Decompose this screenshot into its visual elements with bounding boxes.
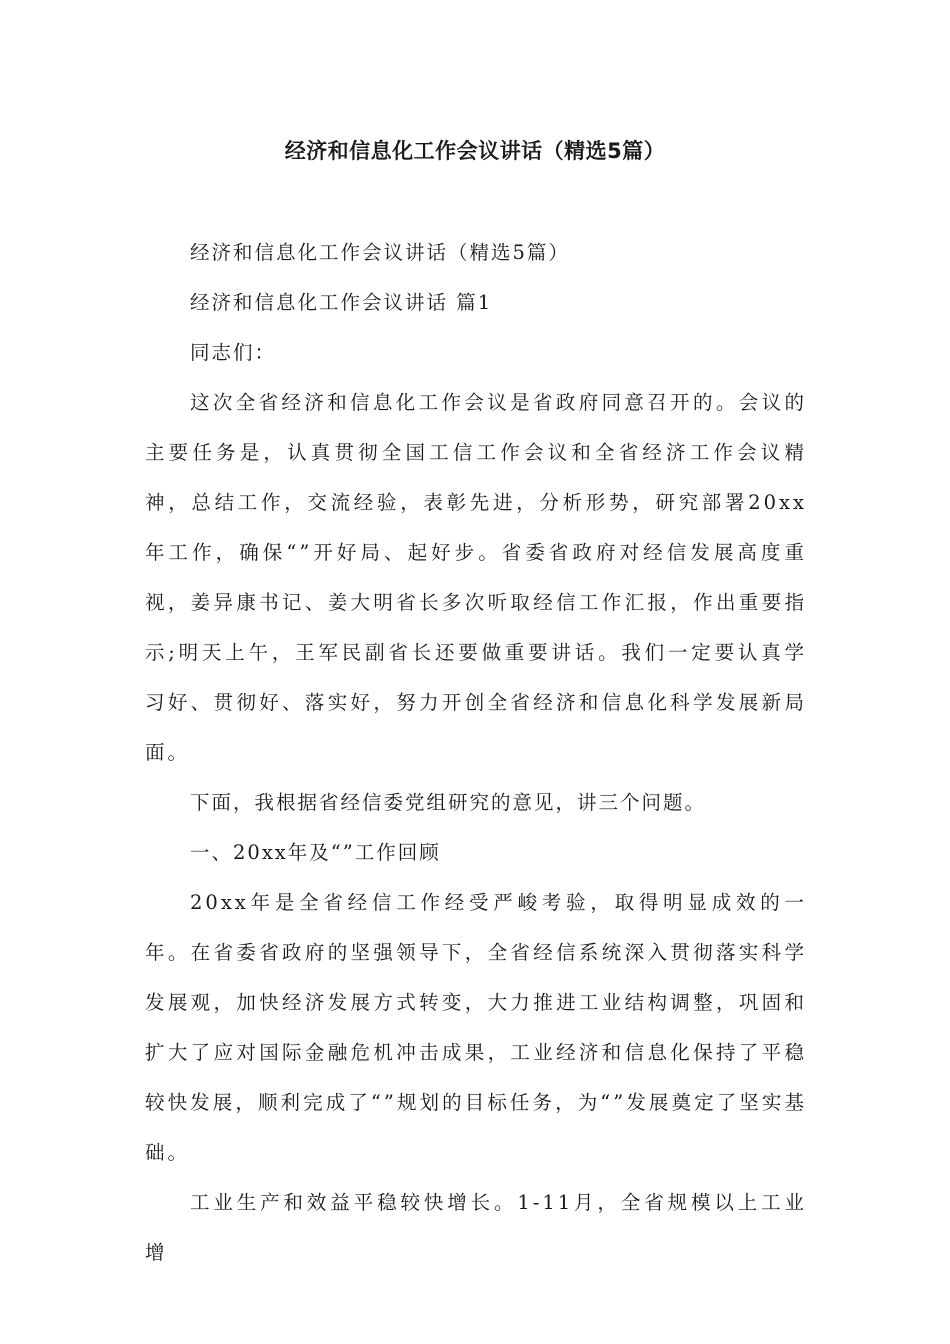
paragraph-body: 这次全省经济和信息化工作会议是省政府同意召开的。会议的主要任务是，认真贯彻全国工信工作会议和全省经济工作会议精神，总结工作，交流经验，表彰先进，分析形势，研究部署20xx年工作，确保“”开好局、起好步。省委省政府对经信发展高度重视，姜异康书记、姜大明省长多次听取经信工作汇报，作出重要指示;明天上午，王军民副省长还要做重要讲话。我们一定要认真学习好、贯彻好、落实好，努力开创全省经济和信息化科学发展新局面。 bbox=[145, 391, 807, 764]
paragraph-salutation: 同志们： bbox=[190, 341, 277, 364]
document-body bbox=[145, 228, 807, 1278]
paragraph-body: 下面，我根据省经信委党组研究的意见，讲三个问题。 bbox=[190, 791, 707, 814]
paragraph-subtitle: 经济和信息化工作会议讲话（精选5篇） bbox=[190, 241, 570, 264]
paragraph-section-heading: 经济和信息化工作会议讲话 篇1 bbox=[190, 291, 493, 314]
paragraph-body: 20xx年是全省经信工作经受严峻考验，取得明显成效的一年。在省委省政府的坚强领导下，全省经信系统深入贯彻落实科学发展观，加快经济发展方式转变，大力推进工业结构调整，巩固和扩大了应对国际金融危机冲击成果，工业经济和信息化保持了平稳较快发展，顺利完成了“”规划的目标任务，为“”发展奠定了坚实基础。 bbox=[145, 891, 807, 1164]
paragraph-body: 工业生产和效益平稳较快增长。1-11月，全省规模以上工业增 bbox=[145, 1191, 807, 1264]
paragraph-heading: 一、20xx年及“”工作回顾 bbox=[190, 841, 441, 864]
document-title: 经济和信息化工作会议讲话（精选5篇） bbox=[284, 139, 666, 163]
